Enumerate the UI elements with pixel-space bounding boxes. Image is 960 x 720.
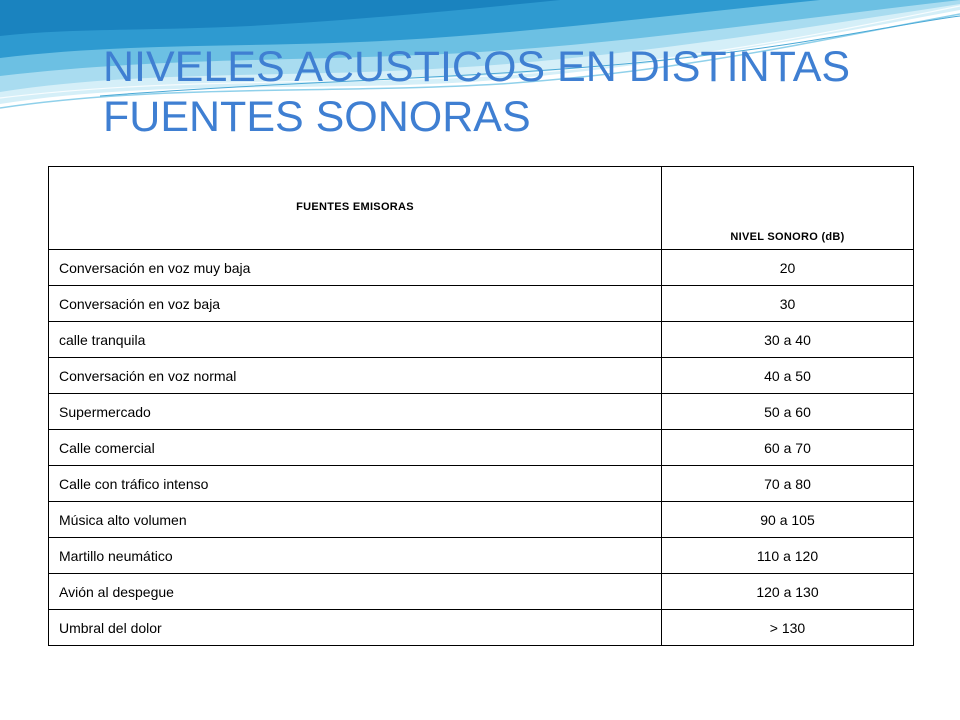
level-cell: 120 a 130 <box>662 574 914 610</box>
source-cell: Calle con tráfico intenso <box>49 466 662 502</box>
table-row <box>49 358 914 394</box>
column-header-level: NIVEL SONORO (dB) <box>662 167 914 250</box>
table-row <box>49 538 914 574</box>
table-row <box>49 502 914 538</box>
source-cell: Calle comercial <box>49 430 662 466</box>
level-cell: 90 a 105 <box>662 502 914 538</box>
table-row <box>49 466 914 502</box>
slide-title <box>103 42 923 142</box>
slide-title-line-1: NIVELES ACUSTICOS EN DISTINTAS <box>103 43 851 91</box>
source-cell: Música alto volumen <box>49 502 662 538</box>
table-header-row <box>49 167 914 250</box>
level-cell: 30 a 40 <box>662 322 914 358</box>
source-cell: Conversación en voz baja <box>49 286 662 322</box>
source-cell: Martillo neumático <box>49 538 662 574</box>
table-row <box>49 250 914 286</box>
table-row <box>49 574 914 610</box>
slide-title-line-2: FUENTES SONORAS <box>103 93 531 141</box>
level-cell: > 130 <box>662 610 914 646</box>
table-row <box>49 322 914 358</box>
table-row <box>49 394 914 430</box>
column-header-sources: FUENTES EMISORAS <box>49 167 662 250</box>
level-cell: 20 <box>662 250 914 286</box>
table-row <box>49 430 914 466</box>
source-cell: Conversación en voz normal <box>49 358 662 394</box>
level-cell: 110 a 120 <box>662 538 914 574</box>
source-cell: Supermercado <box>49 394 662 430</box>
source-cell: Avión al despegue <box>49 574 662 610</box>
source-cell: Conversación en voz muy baja <box>49 250 662 286</box>
table-row <box>49 610 914 646</box>
source-cell: calle tranquila <box>49 322 662 358</box>
sound-levels-table <box>48 166 914 646</box>
level-cell: 30 <box>662 286 914 322</box>
table-row <box>49 286 914 322</box>
level-cell: 60 a 70 <box>662 430 914 466</box>
level-cell: 40 a 50 <box>662 358 914 394</box>
level-cell: 70 a 80 <box>662 466 914 502</box>
source-cell: Umbral del dolor <box>49 610 662 646</box>
level-cell: 50 a 60 <box>662 394 914 430</box>
